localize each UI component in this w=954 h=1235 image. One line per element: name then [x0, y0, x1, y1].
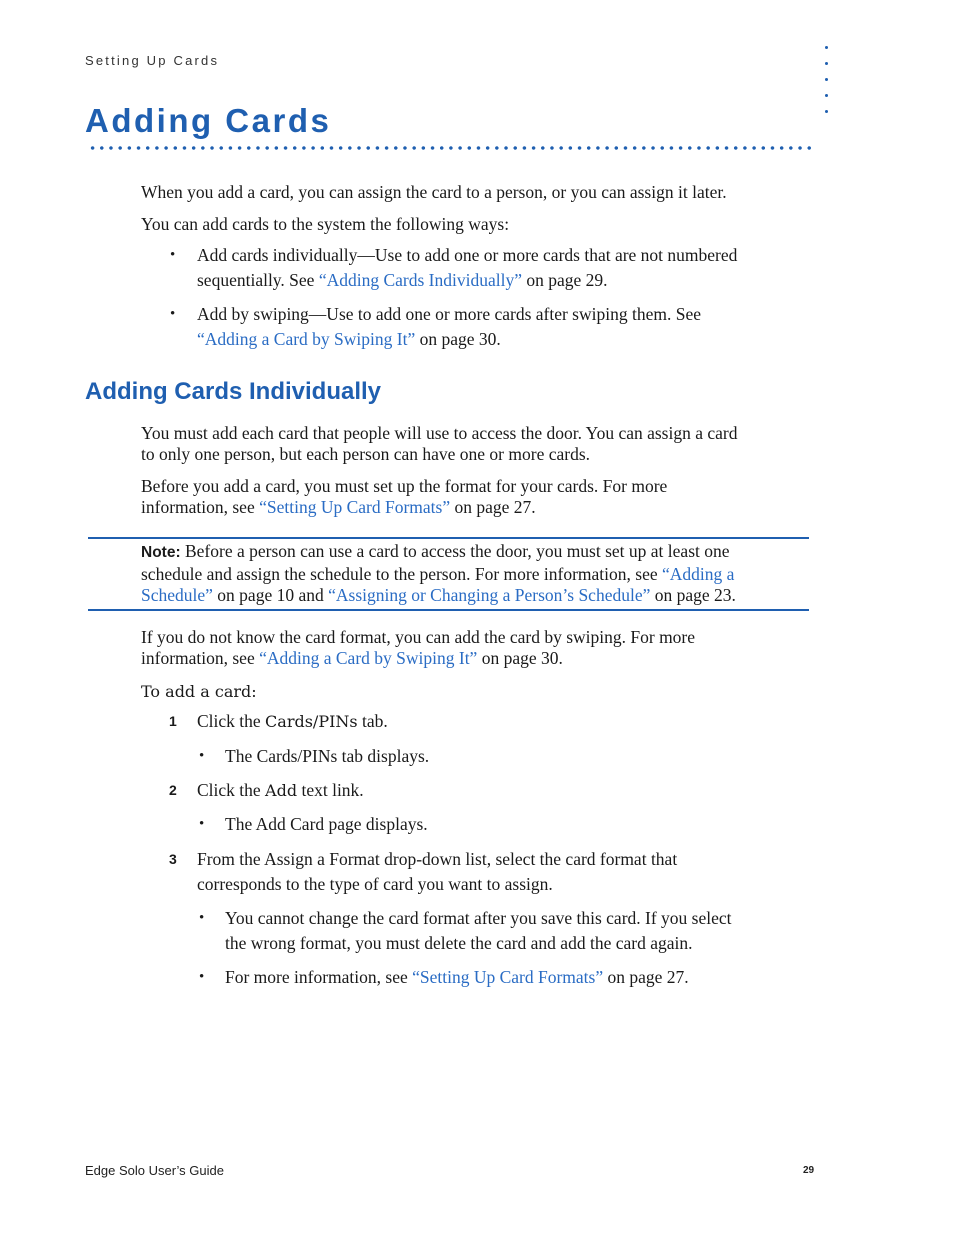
title-dotted-rule	[88, 145, 814, 151]
step-text: on page 27.	[603, 967, 689, 987]
bullet-text: on page 30.	[415, 329, 501, 349]
link-adding-card-by-swiping-2[interactable]: “Adding a Card by Swiping It”	[259, 648, 478, 668]
intro-paragraph-2: You can add cards to the system the following ways:	[141, 214, 510, 234]
paragraph-line: on page 27.	[450, 497, 536, 517]
step-2-result: The Add Card page displays.	[225, 814, 428, 834]
step-number: 2	[169, 782, 177, 798]
note-text: schedule and assign the schedule to the person. For more information, see	[141, 563, 662, 584]
step-text: You cannot change the card format after you save this card. If you select	[225, 908, 732, 928]
step-text: the wrong format, you must delete the card and add the card again.	[225, 933, 693, 953]
bullet-marker: •	[199, 910, 205, 926]
procedure-title: To add a card:	[141, 682, 257, 701]
footer-guide-title: Edge Solo User’s Guide	[85, 1163, 224, 1178]
paragraph-line: information, see	[141, 497, 260, 517]
note-bottom-rule	[88, 609, 809, 611]
step-2	[197, 778, 364, 803]
step-3-note-1	[225, 906, 732, 956]
section-paragraph-2	[141, 476, 667, 518]
running-header: Setting Up Cards	[85, 53, 220, 68]
paragraph-line: information, see	[141, 648, 260, 668]
step-text: tab.	[357, 711, 388, 731]
note-label: Note:	[141, 544, 181, 561]
bullet-text: Add cards individually—Use to add one or more cards that are not numbered	[197, 245, 738, 265]
link-assigning-schedule[interactable]: “Assigning or Changing a Person’s Schedule”	[328, 585, 651, 605]
step-text: corresponds to the type of card you want to assign.	[197, 874, 553, 894]
note-text: on page 10 and	[212, 585, 329, 605]
paragraph-line: on page 30.	[477, 648, 563, 668]
paragraph-line: You must add each card that people will use to access the door. You can assign a card	[141, 423, 738, 443]
note-text: Before a person can use a card to access the door, you must set up at least one	[180, 541, 730, 561]
note-block	[141, 541, 736, 607]
page-title: Adding Cards	[85, 102, 332, 139]
note-top-rule	[88, 537, 809, 539]
intro-paragraph-1: When you add a card, you can assign the card to a person, or you can assign it later.	[141, 182, 727, 202]
after-note-paragraph	[141, 627, 695, 669]
bullet-marker: •	[199, 969, 205, 985]
link-setting-up-card-formats-2[interactable]: “Setting Up Card Formats”	[412, 967, 604, 987]
bullet-marker: •	[199, 748, 205, 764]
ui-label-add: Add	[265, 781, 298, 800]
bullet-item-swiping	[197, 302, 817, 352]
bullet-text: sequentially. See	[197, 270, 319, 290]
section-heading: Adding Cards Individually	[85, 378, 382, 405]
section-paragraph-1	[141, 423, 738, 465]
note-text: on page 23.	[650, 585, 736, 605]
step-text: For more information, see	[225, 967, 413, 987]
link-adding-a-schedule-cont[interactable]: Schedule”	[141, 585, 213, 605]
link-setting-up-card-formats[interactable]: “Setting Up Card Formats”	[259, 497, 451, 517]
corner-dot-ornament	[823, 46, 831, 126]
step-number: 3	[169, 851, 177, 867]
bullet-marker: •	[170, 247, 176, 263]
paragraph-line: to only one person, but each person can have one or more cards.	[141, 444, 591, 464]
bullet-item-individually	[197, 243, 817, 293]
link-adding-card-by-swiping[interactable]: “Adding a Card by Swiping It”	[197, 329, 416, 349]
step-number: 1	[169, 713, 177, 729]
link-adding-cards-individually[interactable]: “Adding Cards Individually”	[318, 270, 522, 290]
ui-label-cards-pins: Cards/PINs	[265, 712, 358, 731]
footer-page-number: 29	[803, 1165, 815, 1176]
step-text: From the Assign a Format drop-down list, select the card format that	[197, 849, 678, 869]
step-3-note-2	[225, 965, 689, 990]
paragraph-line: Before you add a card, you must set up the format for your cards. For more	[141, 476, 668, 496]
bullet-marker: •	[170, 306, 176, 322]
step-text: text link.	[297, 780, 364, 800]
bullet-marker: •	[199, 816, 205, 832]
paragraph-line: If you do not know the card format, you can add the card by swiping. For more	[141, 627, 696, 647]
link-adding-a-schedule[interactable]: “Adding a	[661, 563, 735, 584]
step-3	[197, 847, 677, 897]
step-text: Click the	[197, 711, 266, 731]
bullet-text: Add by swiping—Use to add one or more cards after swiping them. See	[197, 304, 701, 324]
step-1	[197, 709, 388, 734]
step-text: Click the	[197, 780, 266, 800]
step-1-result: The Cards/PINs tab displays.	[225, 746, 430, 766]
bullet-text: on page 29.	[521, 270, 608, 290]
